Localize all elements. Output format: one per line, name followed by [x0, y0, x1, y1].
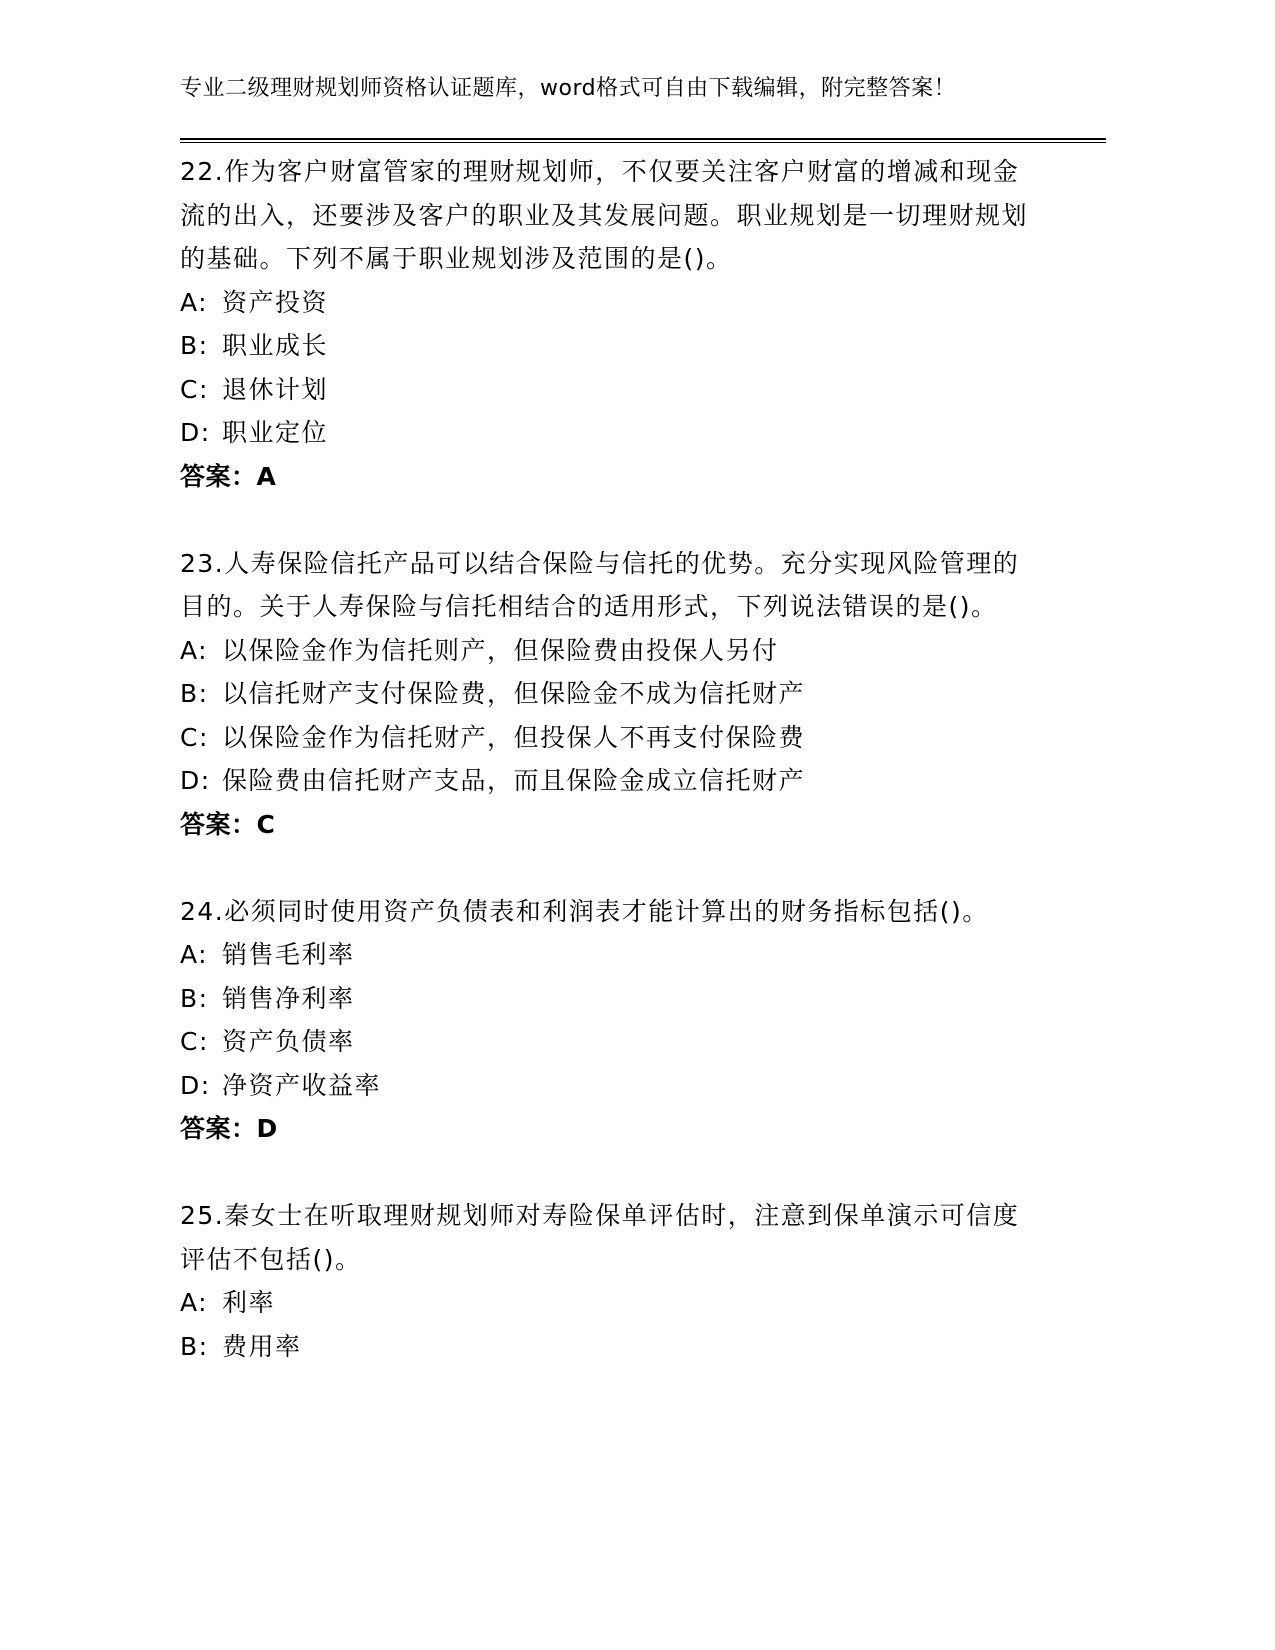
option-text: 退休计划 — [222, 374, 329, 404]
option-key: C: — [180, 374, 209, 404]
option-text: 资产负债率 — [222, 1027, 355, 1056]
option-b — [180, 1325, 1040, 1369]
option-key: C: — [180, 722, 209, 752]
option-c — [180, 716, 1040, 760]
page-header-text: 专业二级理财规划师资格认证题库，word格式可自由下载编辑，附完整答案！ — [180, 76, 957, 101]
option-c — [180, 368, 1040, 412]
option-key: A: — [180, 1288, 209, 1317]
option-key: B: — [180, 983, 209, 1013]
question-stem: 23.人寿保险信托产品可以结合保险与信托的优势。充分实现风险管理的目的。关于人寿保险与信托相结合的适用形式，下列说法错误的是()。 — [180, 548, 1020, 621]
option-d — [180, 1064, 1040, 1108]
option-text: 净资产收益率 — [222, 1070, 382, 1100]
option-key: B: — [180, 331, 209, 360]
question-stem: 25.秦女士在听取理财规划师对寿险保单评估时，注意到保单演示可信度评估不包括()。 — [180, 1201, 1020, 1274]
option-text: 职业成长 — [222, 331, 329, 360]
option-text: 资产投资 — [222, 287, 329, 317]
option-a — [180, 1281, 1040, 1325]
question-25 — [180, 1194, 1040, 1368]
option-text: 以保险金作为信托则产，但保险费由投保人另付 — [222, 635, 779, 665]
header-divider — [180, 138, 1106, 140]
option-d — [180, 759, 1040, 803]
header-divider-thin — [180, 142, 1106, 143]
option-a — [180, 629, 1040, 673]
option-key: B: — [180, 1331, 209, 1361]
question-spacer — [180, 498, 1040, 542]
option-text: 销售净利率 — [222, 983, 355, 1013]
option-key: D: — [180, 418, 211, 447]
option-b — [180, 672, 1040, 716]
option-text: 职业定位 — [222, 418, 329, 447]
option-key: C: — [180, 1027, 209, 1056]
option-text: 销售毛利率 — [222, 940, 355, 969]
answer-line: 答案：D — [180, 1114, 278, 1143]
question-23 — [180, 542, 1040, 847]
answer-line: 答案：A — [180, 461, 277, 491]
option-key: A: — [180, 940, 209, 969]
option-key: A: — [180, 635, 209, 665]
question-24 — [180, 890, 1040, 1151]
option-d — [180, 411, 1040, 455]
option-key: A: — [180, 287, 209, 317]
answer-line: 答案：C — [180, 809, 276, 839]
option-text: 以信托财产支付保险费，但保险金不成为信托财产 — [222, 679, 806, 708]
question-stem: 24.必须同时使用资产负债表和利润表才能计算出的财务指标包括()。 — [180, 896, 989, 926]
option-key: B: — [180, 679, 209, 708]
option-key: D: — [180, 1070, 211, 1100]
option-a — [180, 933, 1040, 977]
option-c — [180, 1020, 1040, 1064]
option-key: D: — [180, 766, 211, 795]
option-text: 利率 — [222, 1288, 276, 1317]
option-text: 以保险金作为信托财产，但投保人不再支付保险费 — [222, 722, 806, 752]
option-a — [180, 281, 1040, 325]
option-b — [180, 977, 1040, 1021]
question-22 — [180, 150, 1040, 498]
option-text: 保险费由信托财产支品，而且保险金成立信托财产 — [222, 766, 806, 795]
question-list — [180, 150, 1040, 1368]
question-spacer — [180, 846, 1040, 890]
question-spacer — [180, 1151, 1040, 1195]
option-b — [180, 324, 1040, 368]
question-stem: 22.作为客户财富管家的理财规划师，不仅要关注客户财富的增减和现金流的出入，还要涉及客户的职业及其发展问题。职业规划是一切理财规划的基础。下列不属于职业规划涉及范围的是()。 — [180, 157, 1029, 273]
option-text: 费用率 — [222, 1331, 302, 1361]
